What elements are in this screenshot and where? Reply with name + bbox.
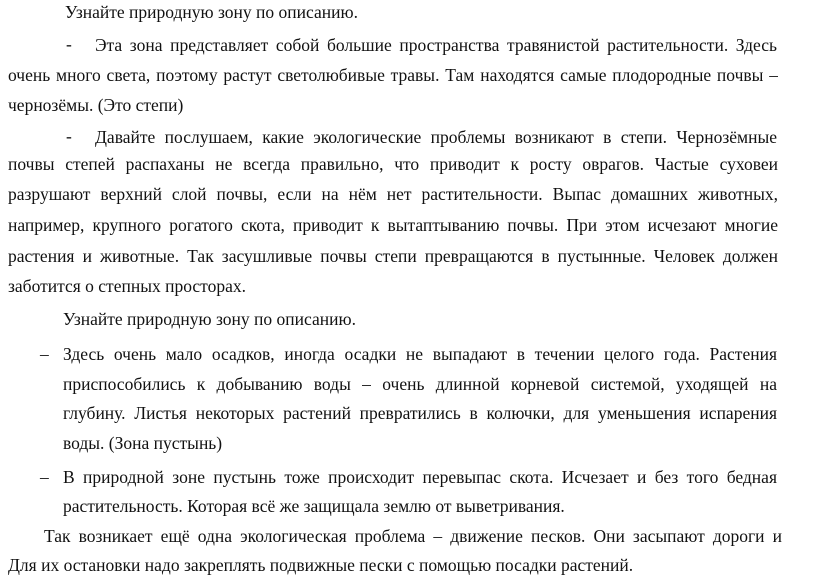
text-line: растительность. Которая всё же защищала землю от выветривания. — [63, 496, 565, 516]
text-line: Для их остановки надо закреплять подвижные пески с помощью посадки растений. — [8, 555, 634, 575]
text-line: В природной зоне пустынь тоже происходит перевыпас скота. Исчезает и без того бедная — [63, 467, 777, 487]
dash-marker: - — [66, 34, 72, 54]
text-line: Эта зона представляет собой большие пространства травянистой растительности. Здесь — [95, 35, 777, 55]
dash-marker: – — [40, 467, 49, 487]
heading-1: Узнайте природную зону по описанию. — [65, 2, 358, 22]
text-line: заботится о степных просторах. — [8, 276, 246, 296]
text-line: например, крупного рогатого скота, приводит к вытаптыванию почвы. При этом исчезают многие — [8, 215, 778, 235]
text-line: глубину. Листья некоторых растений превратились в колючки, для уменьшения испарения — [63, 403, 777, 423]
text-line: Давайте послушаем, какие экологические проблемы возникают в степи. Чернозёмные — [95, 127, 777, 147]
text-line: воды. (Зона пустынь) — [63, 433, 223, 453]
text-line: разрушают верхний слой почвы, если на нём нет растительности. Выпас домашних животных, — [8, 184, 778, 204]
text-line: чернозёмы. (Это степи) — [8, 95, 184, 115]
text-line: очень много света, поэтому растут светолюбивые травы. Там находятся самые плодородные почвы – — [8, 65, 778, 85]
text-line: Так возникает ещё одна экологическая проблема – движение песков. Они засыпают дороги и — [44, 526, 782, 546]
dash-marker: – — [40, 344, 49, 364]
text-line: почвы степей распаханы не всегда правильно, что приводит к росту оврагов. Частые суховеи — [8, 154, 778, 174]
text-line: Здесь очень мало осадков, иногда осадки не выпадают в течении целого года. Растения — [63, 344, 777, 364]
heading-2: Узнайте природную зону по описанию. — [63, 309, 356, 329]
dash-marker: - — [66, 126, 72, 146]
text-line: приспособились к добыванию воды – очень длинной корневой системой, уходящей на — [63, 374, 777, 394]
text-line: растения и животные. Так засушливые почвы степи превращаются в пустынные. Человек должен — [8, 246, 778, 266]
